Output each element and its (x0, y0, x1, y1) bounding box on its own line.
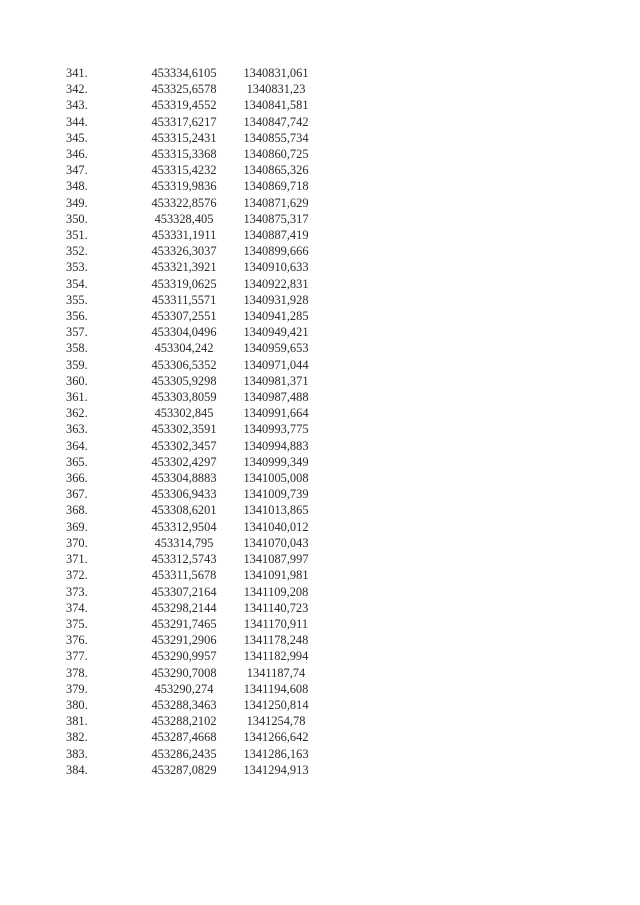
point-number: 345. (66, 130, 88, 145)
point-number: 381. (66, 714, 88, 729)
point-number: 384. (66, 762, 88, 777)
y-coordinate: 1340841,581 (243, 98, 309, 113)
x-coordinate: 453334,6105 (151, 66, 217, 80)
x-coordinate: 453302,3457 (151, 438, 217, 453)
point-number: 377. (66, 649, 88, 664)
point-number: 369. (66, 519, 88, 534)
x-coordinate: 453303,8059 (151, 390, 217, 405)
y-coordinate: 1341009,739 (243, 487, 309, 502)
table-row (66, 162, 322, 178)
x-coordinate: 453307,2551 (151, 309, 217, 324)
y-coordinate: 1340991,664 (243, 406, 309, 421)
x-coordinate: 453315,3368 (151, 147, 217, 162)
x-coordinate: 453325,6578 (151, 82, 217, 97)
point-number: 354. (66, 276, 88, 291)
point-number: 375. (66, 616, 88, 631)
y-coordinate: 1341266,642 (243, 730, 309, 745)
point-number: 346. (66, 147, 88, 162)
y-coordinate: 1340855,734 (243, 130, 309, 145)
point-number: 362. (66, 406, 88, 421)
y-coordinate: 1340999,349 (243, 454, 309, 469)
table-row (66, 195, 322, 211)
y-coordinate: 1340871,629 (243, 195, 309, 210)
table-row (66, 567, 322, 583)
y-coordinate: 1341254,78 (246, 714, 306, 729)
y-coordinate: 1341187,74 (246, 665, 306, 680)
table-row (66, 551, 322, 567)
x-coordinate: 453306,5352 (151, 357, 217, 372)
coordinate-table-body (66, 65, 322, 778)
y-coordinate: 1341178,248 (243, 633, 309, 648)
point-number: 349. (66, 195, 88, 210)
point-number: 374. (66, 600, 88, 615)
y-coordinate: 1340959,653 (243, 341, 309, 356)
point-number: 347. (66, 163, 88, 178)
table-row (66, 65, 322, 81)
x-coordinate: 453290,274 (154, 681, 214, 696)
point-number: 373. (66, 584, 88, 599)
x-coordinate: 453315,4232 (151, 163, 217, 178)
point-number: 367. (66, 487, 88, 502)
table-row (66, 697, 322, 713)
y-coordinate: 1341182,994 (243, 649, 309, 664)
point-number: 356. (66, 309, 88, 324)
table-row (66, 97, 322, 113)
y-coordinate: 1341194,608 (243, 681, 309, 696)
y-coordinate: 1341250,814 (243, 697, 309, 712)
x-coordinate: 453304,0496 (151, 325, 217, 340)
point-number: 364. (66, 438, 88, 453)
point-number: 358. (66, 341, 88, 356)
x-coordinate: 453319,4552 (151, 98, 217, 113)
table-row (66, 292, 322, 308)
table-row (66, 324, 322, 340)
table-row (66, 713, 322, 729)
point-number: 359. (66, 357, 88, 372)
table-row (66, 389, 322, 405)
x-coordinate: 453311,5678 (151, 568, 217, 583)
y-coordinate: 1340949,421 (243, 325, 309, 340)
x-coordinate: 453302,3591 (151, 422, 217, 437)
table-row (66, 130, 322, 146)
y-coordinate: 1340922,831 (243, 276, 309, 291)
y-coordinate: 1341087,997 (243, 552, 309, 567)
table-row (66, 632, 322, 648)
x-coordinate: 453291,2906 (151, 633, 217, 648)
x-coordinate: 453304,242 (154, 341, 214, 356)
x-coordinate: 453311,5571 (151, 292, 217, 307)
table-row (66, 729, 322, 745)
table-row (66, 146, 322, 162)
y-coordinate: 1340869,718 (243, 179, 309, 194)
y-coordinate: 1340993,775 (243, 422, 309, 437)
x-coordinate: 453308,6201 (151, 503, 217, 518)
table-row (66, 438, 322, 454)
x-coordinate: 453312,5743 (151, 552, 217, 567)
point-number: 351. (66, 228, 88, 243)
x-coordinate: 453298,2144 (151, 600, 217, 615)
x-coordinate: 453317,6217 (151, 114, 217, 129)
y-coordinate: 1340847,742 (243, 114, 309, 129)
y-coordinate: 1340971,044 (243, 357, 309, 372)
table-row (66, 600, 322, 616)
y-coordinate: 1341091,981 (243, 568, 309, 583)
x-coordinate: 453326,3037 (151, 244, 217, 259)
x-coordinate: 453321,3921 (151, 260, 217, 275)
x-coordinate: 453322,8576 (151, 195, 217, 210)
table-row (66, 259, 322, 275)
point-number: 378. (66, 665, 88, 680)
x-coordinate: 453331,1911 (151, 228, 217, 243)
table-row (66, 746, 322, 762)
table-row (66, 616, 322, 632)
x-coordinate: 453302,845 (154, 406, 214, 421)
y-coordinate: 1340831,061 (243, 66, 309, 80)
x-coordinate: 453288,2102 (151, 714, 217, 729)
table-row (66, 681, 322, 697)
table-row (66, 502, 322, 518)
point-number: 353. (66, 260, 88, 275)
y-coordinate: 1340931,928 (243, 292, 309, 307)
point-number: 376. (66, 633, 88, 648)
point-number: 342. (66, 82, 88, 97)
point-number: 350. (66, 211, 88, 226)
y-coordinate: 1340865,326 (243, 163, 309, 178)
point-number: 380. (66, 697, 88, 712)
point-number: 360. (66, 373, 88, 388)
y-coordinate: 1341286,163 (243, 746, 309, 761)
table-row (66, 454, 322, 470)
x-coordinate: 453287,0829 (151, 762, 217, 777)
y-coordinate: 1340987,488 (243, 390, 309, 405)
y-coordinate: 1341294,913 (243, 762, 309, 777)
y-coordinate: 1340831,23 (246, 82, 306, 97)
x-coordinate: 453306,9433 (151, 487, 217, 502)
table-row (66, 519, 322, 535)
y-coordinate: 1340994,883 (243, 438, 309, 453)
y-coordinate: 1340860,725 (243, 147, 309, 162)
x-coordinate: 453290,7008 (151, 665, 217, 680)
table-row (66, 762, 322, 778)
table-row (66, 648, 322, 664)
x-coordinate: 453319,9836 (151, 179, 217, 194)
table-row (66, 340, 322, 356)
point-number: 352. (66, 244, 88, 259)
table-row (66, 373, 322, 389)
x-coordinate: 453291,7465 (151, 616, 217, 631)
point-number: 341. (66, 66, 88, 80)
point-number: 372. (66, 568, 88, 583)
point-number: 357. (66, 325, 88, 340)
y-coordinate: 1341013,865 (243, 503, 309, 518)
table-row (66, 211, 322, 227)
x-coordinate: 453314,795 (154, 535, 214, 550)
x-coordinate: 453302,4297 (151, 454, 217, 469)
point-number: 365. (66, 454, 88, 469)
table-row (66, 276, 322, 292)
point-number: 348. (66, 179, 88, 194)
y-coordinate: 1341070,043 (243, 535, 309, 550)
table-row (66, 308, 322, 324)
table-row (66, 535, 322, 551)
y-coordinate: 1340981,371 (243, 373, 309, 388)
table-row (66, 178, 322, 194)
point-number: 355. (66, 292, 88, 307)
x-coordinate: 453288,3463 (151, 697, 217, 712)
y-coordinate: 1341109,208 (243, 584, 309, 599)
table-row (66, 665, 322, 681)
point-number: 382. (66, 730, 88, 745)
table-row (66, 470, 322, 486)
point-number: 379. (66, 681, 88, 696)
y-coordinate: 1340910,633 (243, 260, 309, 275)
y-coordinate: 1341040,012 (243, 519, 309, 534)
point-number: 368. (66, 503, 88, 518)
y-coordinate: 1340887,419 (243, 228, 309, 243)
point-number: 366. (66, 471, 88, 486)
coordinate-table (66, 65, 322, 778)
y-coordinate: 1341170,911 (243, 616, 309, 631)
y-coordinate: 1340941,285 (243, 309, 309, 324)
y-coordinate: 1341005,008 (243, 471, 309, 486)
table-row (66, 243, 322, 259)
table-row (66, 405, 322, 421)
x-coordinate: 453290,9957 (151, 649, 217, 664)
x-coordinate: 453328,405 (154, 211, 214, 226)
table-row (66, 486, 322, 502)
table-row (66, 421, 322, 437)
point-number: 363. (66, 422, 88, 437)
x-coordinate: 453287,4668 (151, 730, 217, 745)
x-coordinate: 453319,0625 (151, 276, 217, 291)
point-number: 344. (66, 114, 88, 129)
x-coordinate: 453305,9298 (151, 373, 217, 388)
table-row (66, 81, 322, 97)
y-coordinate: 1341140,723 (243, 600, 309, 615)
y-coordinate: 1340875,317 (243, 211, 309, 226)
point-number: 370. (66, 535, 88, 550)
point-number: 343. (66, 98, 88, 113)
table-row (66, 357, 322, 373)
x-coordinate: 453304,8883 (151, 471, 217, 486)
x-coordinate: 453315,2431 (151, 130, 217, 145)
table-row (66, 227, 322, 243)
point-number: 383. (66, 746, 88, 761)
point-number: 371. (66, 552, 88, 567)
y-coordinate: 1340899,666 (243, 244, 309, 259)
x-coordinate: 453286,2435 (151, 746, 217, 761)
table-row (66, 584, 322, 600)
x-coordinate: 453307,2164 (151, 584, 217, 599)
table-row (66, 114, 322, 130)
x-coordinate: 453312,9504 (151, 519, 217, 534)
point-number: 361. (66, 390, 88, 405)
